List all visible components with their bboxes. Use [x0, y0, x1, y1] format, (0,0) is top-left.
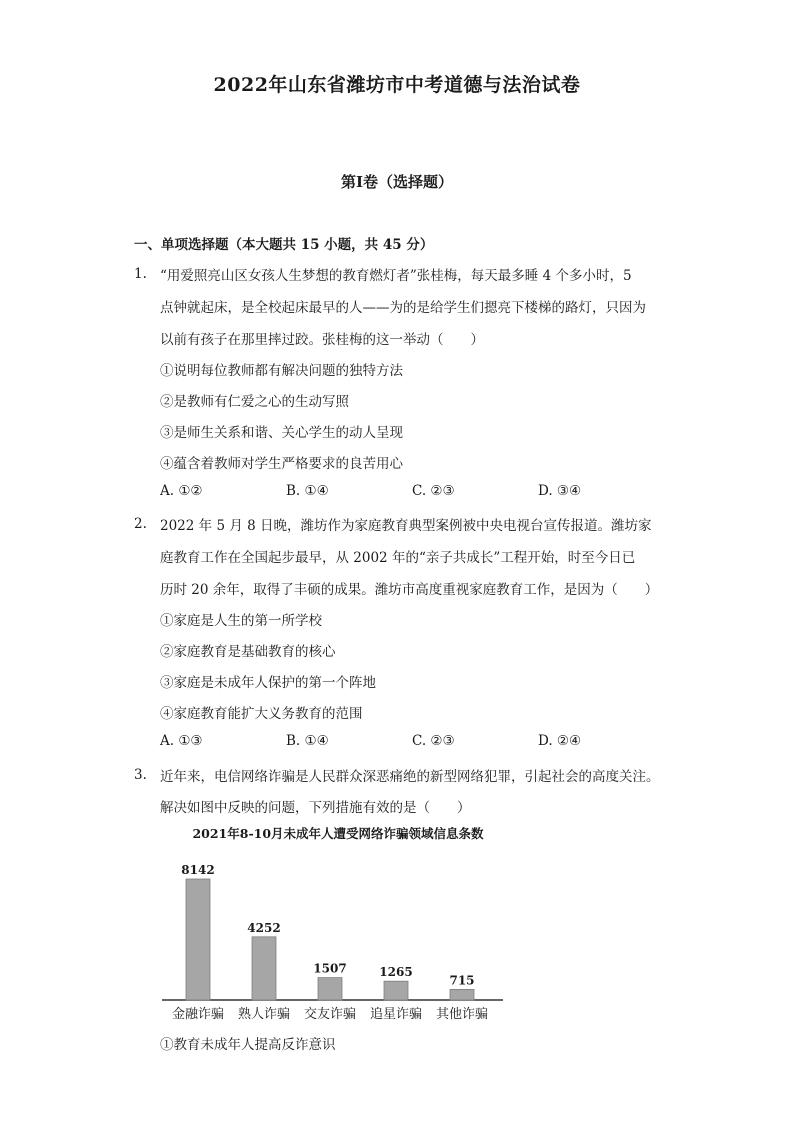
option-d[interactable]: D. ③④	[538, 483, 582, 499]
data-label: 715	[449, 973, 475, 988]
category-label: 熟人诈骗	[237, 1007, 291, 1022]
category-label: 追星诈骗	[369, 1007, 423, 1022]
statement-item: ①教育未成年人提高反诈意识	[160, 1037, 336, 1053]
data-label: 4252	[247, 920, 281, 935]
option-d[interactable]: D. ②④	[538, 733, 582, 749]
category-label: 其他诈骗	[435, 1007, 489, 1022]
statement-item: ②家庭教育是基础教育的核心	[160, 644, 336, 660]
section-heading: 一、单项选择题（本大题共 15 小题，共 45 分）	[134, 237, 434, 253]
statement-item: ③是师生关系和谐、关心学生的动人呈现	[160, 425, 403, 441]
fraud-bar-chart	[160, 820, 510, 1030]
option-c[interactable]: C. ②③	[412, 733, 455, 749]
question-number: 3.	[134, 767, 147, 783]
question-text-line: 历时 20 余年，取得了丰硕的成果。潍坊市高度重视家庭教育工作，是因为（ ）	[160, 582, 659, 598]
bar-4	[384, 981, 408, 1000]
statement-item: ①家庭是人生的第一所学校	[160, 613, 322, 629]
question-text-line: 近年来，电信网络诈骗是人民群众深恶痛绝的新型网络犯罪，引起社会的高度关注。	[160, 769, 660, 785]
question-text-line: 解决如图中反映的问题，下列措施有效的是（ ）	[160, 800, 471, 816]
bar-1	[186, 879, 210, 1000]
volume-subtitle: 第I卷（选择题）	[340, 173, 454, 191]
statement-item: ④家庭教育能扩大义务教育的范围	[160, 706, 363, 722]
option-a[interactable]: A. ①②	[160, 483, 203, 499]
data-label: 1507	[313, 961, 347, 976]
question-text-line: 庭教育工作在全国起步最早，从 2002 年的“亲子共成长”工程开始，时至今日已	[160, 550, 636, 566]
question-number: 2.	[134, 516, 147, 532]
option-a[interactable]: A. ①③	[160, 733, 203, 749]
statement-item: ③家庭是未成年人保护的第一个阵地	[160, 675, 376, 691]
option-b[interactable]: B. ①④	[286, 483, 329, 499]
category-label: 交友诈骗	[303, 1007, 357, 1022]
data-label: 1265	[379, 965, 413, 980]
question-text-line: “用爱照亮山区女孩人生梦想的教育燃灯者”张桂梅，每天最多睡 4 个多小时，5	[160, 268, 632, 284]
question-text-line: 以前有孩子在那里摔过跤。张桂梅的这一举动（ ）	[160, 332, 484, 348]
bar-2	[252, 937, 276, 1000]
chart-title: 2021年8-10月未成年人遭受网络诈骗领域信息条数	[192, 826, 484, 841]
statement-item: ④蕴含着教师对学生严格要求的良苦用心	[160, 456, 403, 472]
option-b[interactable]: B. ①④	[286, 733, 329, 749]
data-label: 8142	[181, 863, 215, 877]
option-c[interactable]: C. ②③	[412, 483, 455, 499]
statement-item: ①说明每位教师都有解决问题的独特方法	[160, 363, 403, 379]
bar-3	[318, 978, 342, 1000]
question-number: 1.	[134, 266, 147, 282]
bar-5	[450, 989, 474, 1000]
exam-title: 2022年山东省潍坊市中考道德与法治试卷	[213, 74, 581, 96]
question-text-line: 2022 年 5 月 8 日晚，潍坊作为家庭教育典型案例被中央电视台宣传报道。潍坊家	[160, 518, 652, 534]
category-label: 金融诈骗	[171, 1007, 225, 1022]
statement-item: ②是教师有仁爱之心的生动写照	[160, 394, 349, 410]
question-text-line: 点钟就起床，是全校起床最早的人——为的是给学生们摁亮下楼梯的路灯，只因为	[160, 300, 646, 316]
